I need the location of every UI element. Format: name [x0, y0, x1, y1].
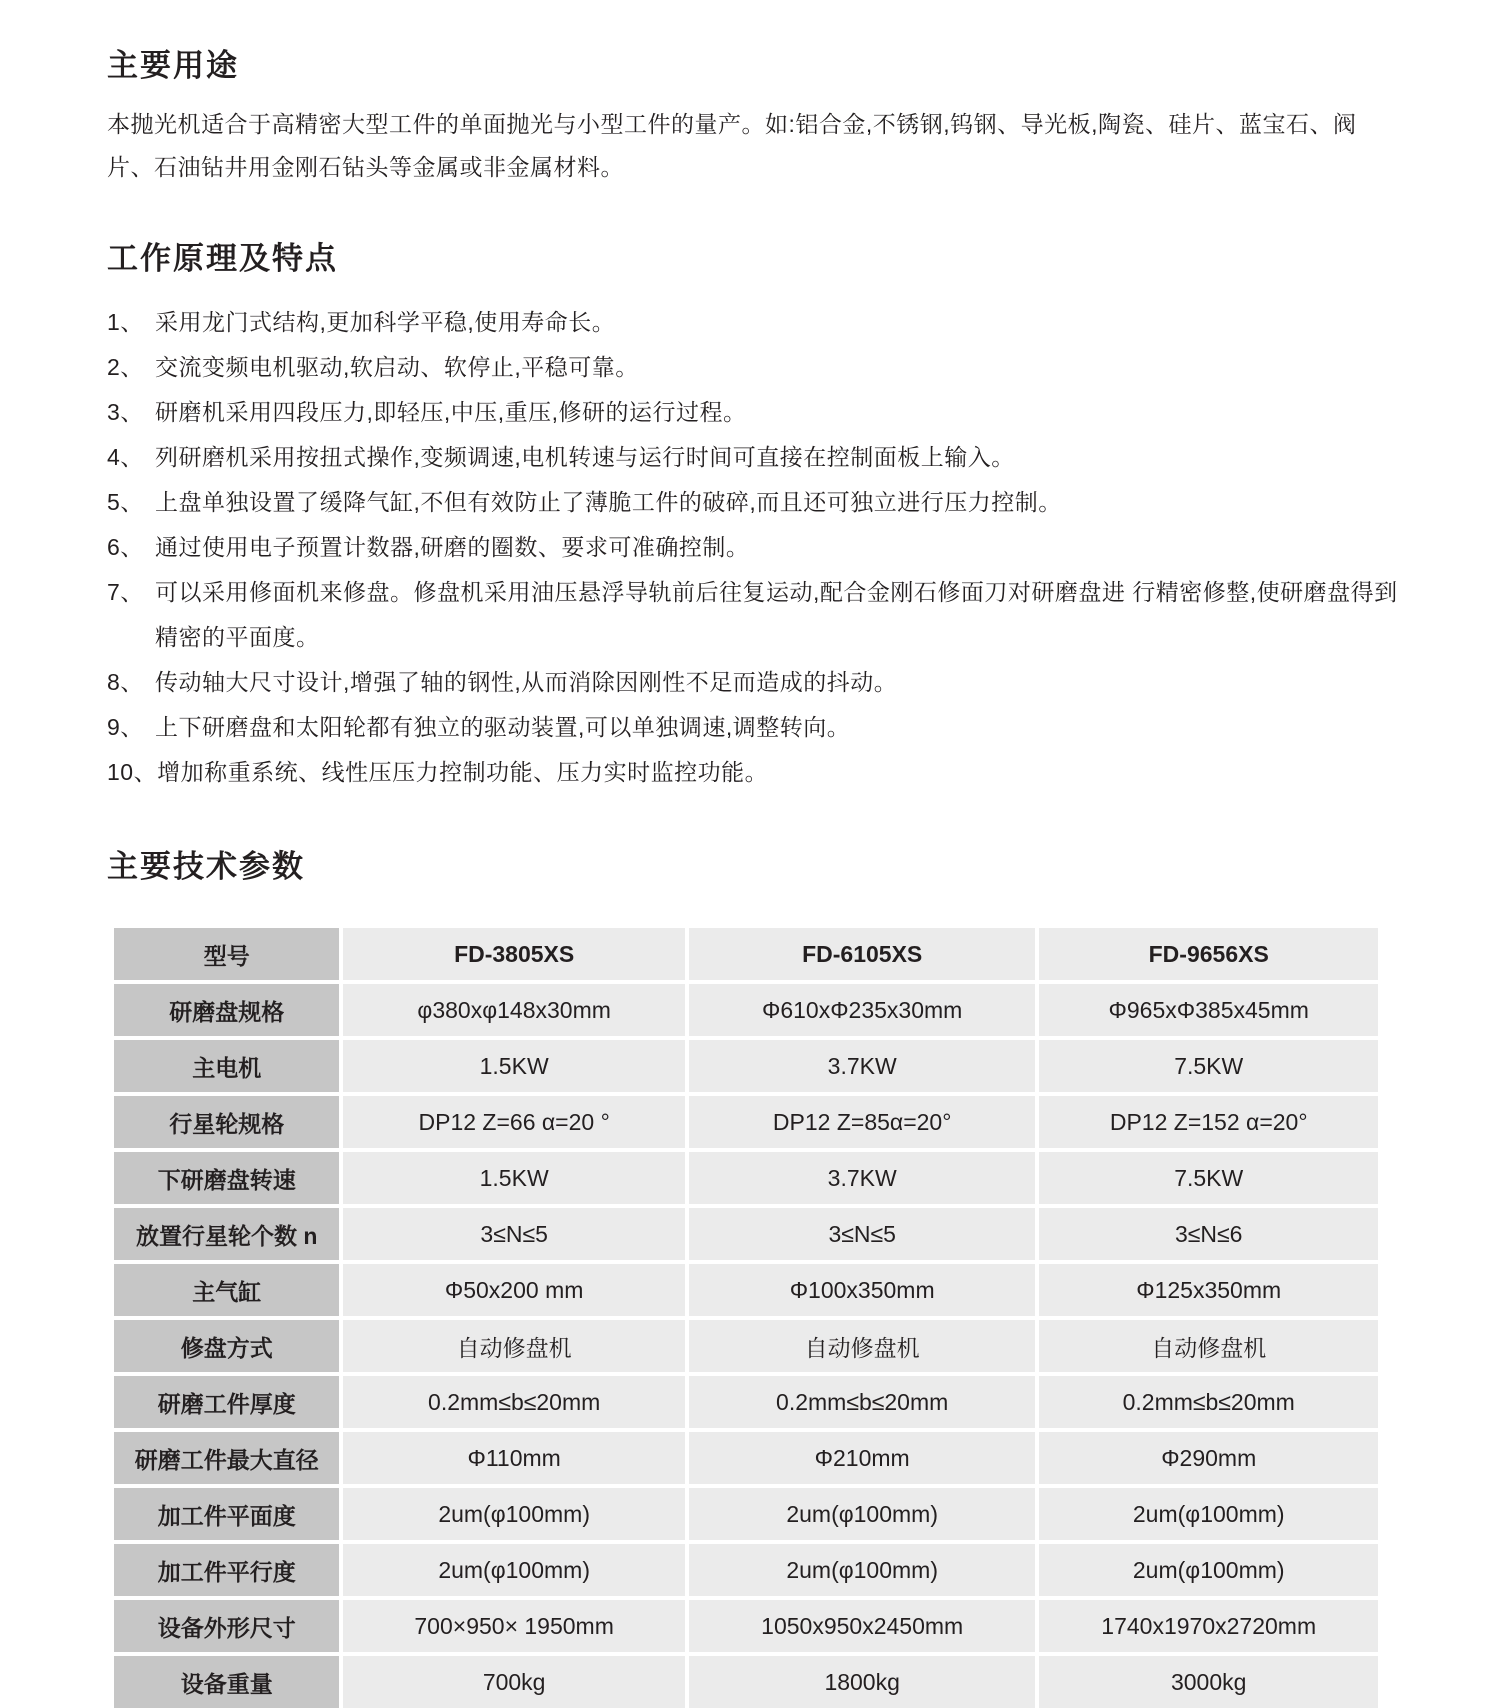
table-cell: 3.7KW — [689, 1152, 1036, 1204]
feature-number: 8、 — [107, 669, 144, 695]
feature-number: 2、 — [107, 354, 144, 380]
table-row-label: 设备重量 — [114, 1656, 339, 1708]
table-cell: 1800kg — [689, 1656, 1036, 1708]
feature-item-4 — [107, 435, 1400, 480]
table-cell: Φ290mm — [1039, 1432, 1378, 1484]
table-cell: 2um(φ100mm) — [343, 1544, 685, 1596]
table-cell: 1050x950x2450mm — [689, 1600, 1036, 1652]
table-cell: Φ100x350mm — [689, 1264, 1036, 1316]
table-header-model-1: FD-3805XS — [343, 928, 685, 980]
table-cell: DP12 Z=85α=20° — [689, 1096, 1036, 1148]
table-cell: Φ965xΦ385x45mm — [1039, 984, 1378, 1036]
feature-number: 5、 — [107, 489, 144, 515]
table-row-label: 研磨工件最大直径 — [114, 1432, 339, 1484]
feature-text: 上下研磨盘和太阳轮都有独立的驱动装置,可以单独调速,调整转向。 — [155, 714, 851, 740]
table-cell: 1.5KW — [343, 1152, 685, 1204]
table-cell: 自动修盘机 — [1039, 1320, 1378, 1372]
feature-number: 3、 — [107, 399, 144, 425]
feature-text: 交流变频电机驱动,软启动、软停止,平稳可靠。 — [155, 354, 639, 380]
feature-item-1 — [107, 300, 1400, 345]
table-cell: Φ125x350mm — [1039, 1264, 1378, 1316]
feature-item-2 — [107, 345, 1400, 390]
table-cell: 自动修盘机 — [689, 1320, 1036, 1372]
feature-text: 上盘单独设置了缓降气缸,不但有效防止了薄脆工件的破碎,而且还可独立进行压力控制。 — [155, 489, 1062, 515]
table-cell: DP12 Z=152 α=20° — [1039, 1096, 1378, 1148]
table-cell: 1.5KW — [343, 1040, 685, 1092]
table-row-label: 加工件平行度 — [114, 1544, 339, 1596]
feature-list — [107, 300, 1400, 795]
feature-item-8 — [107, 660, 1400, 705]
table-header-label: 型号 — [114, 928, 339, 980]
table-cell: 2um(φ100mm) — [1039, 1544, 1378, 1596]
feature-text: 传动轴大尺寸设计,增强了轴的钢性,从而消除因刚性不足而造成的抖动。 — [155, 669, 898, 695]
spec-table — [114, 928, 1378, 1708]
usage-section-title: 主要用途 — [107, 48, 239, 83]
feature-number: 4、 — [107, 444, 144, 470]
table-cell: Φ50x200 mm — [343, 1264, 685, 1316]
table-cell: 3≤N≤6 — [1039, 1208, 1378, 1260]
table-cell: 2um(φ100mm) — [343, 1488, 685, 1540]
table-cell: 0.2mm≤b≤20mm — [343, 1376, 685, 1428]
table-cell: Φ210mm — [689, 1432, 1036, 1484]
table-row-label: 修盘方式 — [114, 1320, 339, 1372]
table-row-label: 下研磨盘转速 — [114, 1152, 339, 1204]
table-cell: 2um(φ100mm) — [689, 1544, 1036, 1596]
table-cell: 700×950× 1950mm — [343, 1600, 685, 1652]
table-row-label: 研磨盘规格 — [114, 984, 339, 1036]
table-cell: 3≤N≤5 — [343, 1208, 685, 1260]
feature-item-6 — [107, 525, 1400, 570]
feature-item-3 — [107, 390, 1400, 435]
table-cell: 700kg — [343, 1656, 685, 1708]
table-cell: Φ610xΦ235x30mm — [689, 984, 1036, 1036]
table-cell: 0.2mm≤b≤20mm — [689, 1376, 1036, 1428]
feature-item-7 — [107, 570, 1400, 660]
usage-body-text: 本抛光机适合于高精密大型工件的单面抛光与小型工件的量产。如:铝合金,不锈钢,钨钢、导光板,陶瓷、硅片、蓝宝石、阀片、石油钻井用金刚石钻头等金属或非金属材料。 — [107, 111, 1357, 180]
table-row-label: 设备外形尺寸 — [114, 1600, 339, 1652]
feature-number: 1、 — [107, 309, 144, 335]
table-row-label: 放置行星轮个数 n — [114, 1208, 339, 1260]
table-cell: Φ110mm — [343, 1432, 685, 1484]
table-row-label: 主气缸 — [114, 1264, 339, 1316]
table-row-label: 研磨工件厚度 — [114, 1376, 339, 1428]
table-header-model-2: FD-6105XS — [689, 928, 1036, 980]
feature-text: 通过使用电子预置计数器,研磨的圈数、要求可准确控制。 — [155, 534, 750, 560]
table-cell: 1740x1970x2720mm — [1039, 1600, 1378, 1652]
table-cell: 3≤N≤5 — [689, 1208, 1036, 1260]
feature-text: 采用龙门式结构,更加科学平稳,使用寿命长。 — [155, 309, 616, 335]
feature-number: 6、 — [107, 534, 144, 560]
table-header-model-3: FD-9656XS — [1039, 928, 1378, 980]
features-section-title: 工作原理及特点 — [107, 241, 338, 276]
feature-number: 10、 — [107, 759, 158, 785]
table-cell: 2um(φ100mm) — [689, 1488, 1036, 1540]
feature-text: 列研磨机采用按扭式操作,变频调速,电机转速与运行时间可直接在控制面板上输入。 — [155, 444, 1015, 470]
table-cell: 0.2mm≤b≤20mm — [1039, 1376, 1378, 1428]
table-cell: φ380xφ148x30mm — [343, 984, 685, 1036]
table-cell: 3.7KW — [689, 1040, 1036, 1092]
feature-text: 可以采用修面机来修盘。修盘机采用油压悬浮导轨前后往复运动,配合金刚石修面刀对研磨盘进 行精密修整,使研磨盘得到精密的平面度。 — [155, 579, 1398, 650]
table-row-label: 行星轮规格 — [114, 1096, 339, 1148]
feature-item-9 — [107, 705, 1400, 750]
table-cell: 3000kg — [1039, 1656, 1378, 1708]
table-row-label: 加工件平面度 — [114, 1488, 339, 1540]
table-cell: 2um(φ100mm) — [1039, 1488, 1378, 1540]
feature-text: 研磨机采用四段压力,即轻压,中压,重压,修研的运行过程。 — [155, 399, 747, 425]
feature-number: 7、 — [107, 579, 144, 605]
feature-text: 增加称重系统、线性压压力控制功能、压力实时监控功能。 — [157, 759, 769, 785]
feature-number: 9、 — [107, 714, 144, 740]
table-cell: 7.5KW — [1039, 1152, 1378, 1204]
table-row-label: 主电机 — [114, 1040, 339, 1092]
table-cell: DP12 Z=66 α=20 ° — [343, 1096, 685, 1148]
feature-item-5 — [107, 480, 1400, 525]
feature-item-10 — [107, 750, 1400, 795]
table-cell: 7.5KW — [1039, 1040, 1378, 1092]
table-cell: 自动修盘机 — [343, 1320, 685, 1372]
specs-section-title: 主要技术参数 — [107, 849, 305, 884]
